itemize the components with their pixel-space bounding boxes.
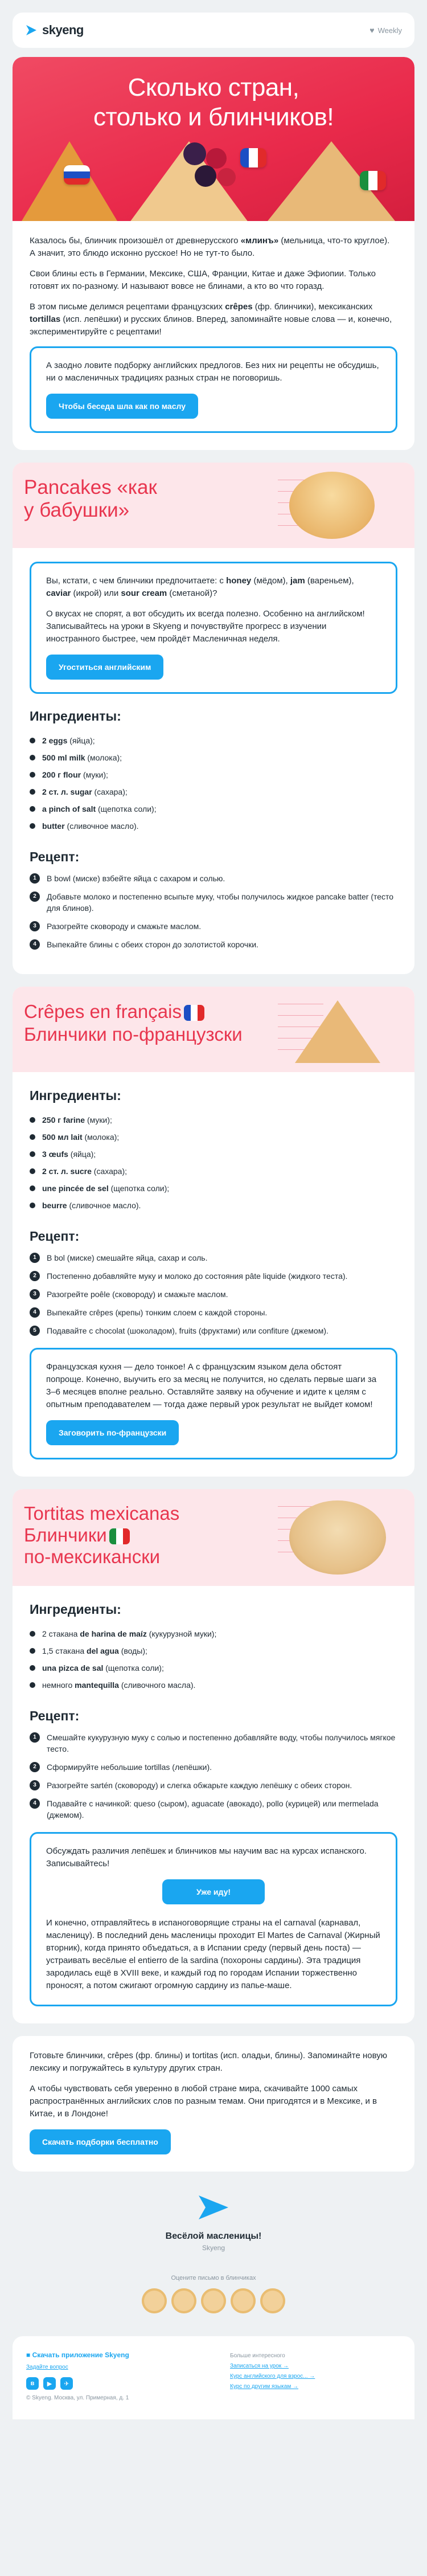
pancakes-banner bbox=[13, 463, 414, 548]
bullet-icon bbox=[30, 789, 35, 795]
list-item: 2 ст. л. sugar (сахара); bbox=[30, 783, 397, 800]
list-item: 200 г flour (муки); bbox=[30, 766, 397, 783]
bullet-icon bbox=[30, 1168, 35, 1174]
spanish-lessons-button[interactable]: Уже иду! bbox=[162, 1879, 265, 1904]
download-words-button[interactable]: Скачать подборки бесплатно bbox=[30, 2129, 171, 2154]
bullet-icon bbox=[30, 823, 35, 829]
list-item: 2 eggs (яйца); bbox=[30, 732, 397, 749]
flag-france-icon bbox=[184, 1005, 204, 1021]
bullet-icon bbox=[30, 1117, 35, 1123]
list-item: 2 Добавьте молоко и постепенно всыпьте муку, чтобы получилось жидкое pancake batter (тесто для блинов). bbox=[30, 891, 397, 914]
french-lessons-button[interactable]: Заговорить по-французски bbox=[46, 1420, 179, 1445]
bullet-icon bbox=[30, 1682, 35, 1688]
tortillas-banner bbox=[13, 1489, 414, 1586]
list-item: una pizca de sal (щепотка соли); bbox=[30, 1659, 397, 1677]
pancake-rating bbox=[13, 2288, 414, 2313]
recipe-heading: Рецепт: bbox=[30, 1229, 80, 1244]
berry-image bbox=[183, 142, 206, 165]
list-item: 1 В bowl (миске) взбейте яйца с сахаром и солью. bbox=[30, 873, 397, 884]
ingredients-heading: Ингредиенты: bbox=[30, 1088, 121, 1103]
list-item: 3 Разогрейте сковороду и смажьте маслом. bbox=[30, 921, 397, 932]
callout-text: Вы, кстати, с чем блинчики предпочитаете: с honey (мёдом), jam (вареньем), caviar (икрой) или sour cream (сметаной)? bbox=[46, 576, 354, 598]
french-callout bbox=[30, 1348, 397, 1459]
ingredients-heading: Ингредиенты: bbox=[30, 709, 121, 723]
hero-banner bbox=[13, 57, 414, 221]
tortillas-banner-title: Tortitas mexicanas Блинчики по-мексикански bbox=[24, 1503, 180, 1567]
intro-paragraph: Казалось бы, блинчик произошёл от древнерусского «млинъ» (мельница, что-то круглое). А значит, это блюдо исконно русское! Но не тут-то было. bbox=[30, 236, 390, 258]
pancakes-banner-title: Pancakes «как у бабушки» bbox=[24, 476, 157, 521]
tortillas-card bbox=[13, 1489, 414, 2023]
crepe-stack-image bbox=[295, 1000, 380, 1063]
list-item: 2 ст. л. sucre (сахара); bbox=[30, 1163, 397, 1180]
list-item: 2 стакана de harina de maíz (кукурузной муки); bbox=[30, 1625, 397, 1642]
flag-russia-icon bbox=[64, 165, 90, 185]
hero-title: Сколько стран, столько и блинчиков! bbox=[93, 73, 334, 131]
list-item: 1 В bol (миске) смешайте яйца, сахар и соль. bbox=[30, 1252, 397, 1264]
skyeng-logo-icon bbox=[196, 2194, 231, 2221]
ingredients-heading: Ингредиенты: bbox=[30, 1602, 121, 1617]
crepes-card bbox=[13, 987, 414, 1477]
prepositions-callout bbox=[30, 346, 397, 433]
footer-title: Весёлой масленицы! bbox=[165, 2231, 262, 2241]
list-item: 1 Смешайте кукурузную муку с солью и постепенно добавляйте воду, чтобы получилось мягкое тесто. bbox=[30, 1732, 397, 1755]
rating-pancake-icon[interactable] bbox=[142, 2288, 167, 2313]
tortillas-body bbox=[13, 1586, 414, 2023]
outro-body bbox=[13, 2036, 414, 2172]
bullet-icon bbox=[30, 1665, 35, 1671]
crepes-banner-title: Crêpes en français Блинчики по-французски bbox=[24, 1001, 243, 1045]
list-item: 4 Выпекайте блины с обеих сторон до золотистой корочки. bbox=[30, 939, 397, 950]
list-item: butter (сливочное масло). bbox=[30, 817, 397, 835]
rating-pancake-icon[interactable] bbox=[260, 2288, 285, 2313]
outro-paragraph: Готовьте блинчики, crêpes (фр. блины) и tortitas (исп. оладьи, блины). Запоминайте новую лексику и погружайтесь в культуру других стран. bbox=[30, 2051, 387, 2073]
flag-france-icon bbox=[240, 148, 266, 167]
intro-paragraph: В этом письме делимся рецептами французских crêpes (фр. блинчики), мексиканских tortillas (исп. лепёшки) и русских блинов. Вперед, запоминайте новые слова — и, конечно, экспериментируйте с рецептами! bbox=[30, 302, 392, 337]
list-item: 2 Сформируйте небольшие tortillas (лепёшки). bbox=[30, 1761, 397, 1773]
recipe-steps bbox=[30, 873, 397, 950]
list-item: 3 Разогрейте poêle (сковороду) и смажьте маслом. bbox=[30, 1289, 397, 1300]
header-bar bbox=[13, 13, 414, 48]
outro-paragraph: А чтобы чувствовать себя уверенно в любой стране мира, скачивайте 1000 самых распространённых английских слов по разным темам. Они пригодятся и в Мексике, и в Китае, и в Лондоне! bbox=[30, 2084, 377, 2119]
skyeng-logo-icon bbox=[25, 24, 38, 36]
recipe-heading: Рецепт: bbox=[30, 849, 80, 864]
download-app-link[interactable]: ■ Скачать приложение Skyeng bbox=[26, 2351, 129, 2359]
footer-left bbox=[26, 2351, 197, 2402]
spanish-callout bbox=[30, 1832, 397, 2006]
bullet-icon bbox=[30, 1134, 35, 1140]
list-item: 500 мл lait (молока); bbox=[30, 1128, 397, 1146]
weekly-tag bbox=[369, 26, 402, 35]
berry-image bbox=[195, 165, 216, 187]
social-links bbox=[26, 2377, 197, 2390]
list-item: немного mantequilla (сливочного масла). bbox=[30, 1677, 397, 1694]
recipe-steps bbox=[30, 1732, 397, 1821]
footer-link[interactable]: Записаться на урок → bbox=[230, 2363, 289, 2369]
footer-questions: Задайте вопрос bbox=[26, 2364, 68, 2370]
callout-text: О вкусах не спорят, а вот обсудить их всегда полезно. Особенно на английском! Записывайтесь на уроки в Skyeng и почувствуйте прогресс в изучении иностранного быстрее, чем пройдёт Масленичная неделя. bbox=[46, 609, 365, 644]
bullet-icon bbox=[30, 806, 35, 812]
bullet-icon bbox=[30, 1648, 35, 1654]
footer-link[interactable]: Курс английского для взрос... → bbox=[230, 2373, 315, 2379]
list-item: 1,5 стакана del agua (воды); bbox=[30, 1642, 397, 1659]
callout-text: Французская кухня — дело тонкое! А с французским языком дела обстоят попроще. Конечно, выучить его за месяц не получится, но сделать первые шаги за 3–6 месяцев вполне реально. Оставляйте заявку на обучение и идите к целям с опытным преподавателем — тогда даже первый урок результат не выйдет комом! bbox=[46, 1362, 377, 1409]
flag-mexico-icon bbox=[109, 1528, 130, 1544]
pancakes-body bbox=[13, 548, 414, 974]
footer-link[interactable]: Курс по другим языкам → bbox=[230, 2383, 298, 2390]
bullet-icon bbox=[30, 1203, 35, 1208]
recipe-steps bbox=[30, 1252, 397, 1336]
brand-logo[interactable] bbox=[25, 23, 84, 38]
heart-icon: ♥ bbox=[369, 26, 375, 35]
intro-paragraph: Свои блины есть в Германии, Мексике, США, Франции, Китае и даже Эфиопии. Только готовят их по-разному. И называют вовсе не блинами, а кто во что горазд. bbox=[30, 269, 376, 291]
callout-text: Обсуждать различия лепёшек и блинчиков мы научим вас на курсах испанского. Записывайтесь! bbox=[46, 1846, 367, 1868]
crepes-body bbox=[13, 1072, 414, 1477]
list-item: 500 ml milk (молока); bbox=[30, 749, 397, 766]
pancake-stack-image bbox=[289, 472, 375, 539]
prepositions-button[interactable]: Чтобы беседа шла как по маслу bbox=[46, 394, 198, 419]
callout-text: А заодно ловите подборку английских предлогов. Без них ни рецепты не обсудишь, ни о масленичных традициях разных стран не поговоришь. bbox=[46, 361, 379, 383]
bullet-icon bbox=[30, 738, 35, 743]
list-item: 250 г farine (муки); bbox=[30, 1111, 397, 1128]
weekly-label: Weekly bbox=[377, 26, 402, 35]
list-item: 3 Разогрейте sartén (сковороду) и слегка обжарьте каждую лепёшку с обеих сторон. bbox=[30, 1780, 397, 1791]
youtube-icon[interactable]: ▶ bbox=[43, 2377, 56, 2390]
list-item: beurre (сливочное масло). bbox=[30, 1197, 397, 1214]
crepes-banner bbox=[13, 987, 414, 1072]
ingredients-list bbox=[30, 1625, 397, 1694]
footer-brand bbox=[13, 2172, 414, 2252]
ingredients-list bbox=[30, 1111, 397, 1214]
footer-brand-name: Skyeng bbox=[202, 2244, 225, 2252]
list-item: 5 Подавайте с chocolat (шоколадом), fruits (фруктами) или confiture (джемом). bbox=[30, 1325, 397, 1336]
rating-pancake-icon[interactable] bbox=[171, 2288, 196, 2313]
outro-card bbox=[13, 2036, 414, 2172]
bullet-icon bbox=[30, 1631, 35, 1637]
rating-pancake-icon[interactable] bbox=[231, 2288, 256, 2313]
list-item: 3 œufs (яйца); bbox=[30, 1146, 397, 1163]
list-item: une pincée de sel (щепотка соли); bbox=[30, 1180, 397, 1197]
intro-card bbox=[13, 57, 414, 450]
tortilla-stack-image bbox=[289, 1500, 386, 1575]
list-item: 4 Подавайте с начинкой: queso (сыром), aguacate (авокадо), pollo (курицей) или mermelada (джемом). bbox=[30, 1798, 397, 1821]
callout-text: И конечно, отправляйтесь в испаноговорящие страны на el carnaval (карнавал, масленицу). В последний день масленицы проходит El Martes de Carnaval (Жирный вторник), когда принято объедаться, а в Испании среду (первый день поста) — устраивать весёлые el entierro de la sardina (похороны сардины). Эта традиция зародилась ещё в XVIII веке, и каждый год по городам Испании торжественно проносят, а потом сжигают огромную сардину из папье-маше. bbox=[46, 1918, 380, 1990]
pancakes-card bbox=[13, 463, 414, 974]
intro-body bbox=[13, 221, 414, 450]
recipe-heading: Рецепт: bbox=[30, 1708, 80, 1723]
english-lessons-button[interactable]: Угоститься английским bbox=[46, 655, 163, 680]
bullet-icon bbox=[30, 772, 35, 778]
footer-address: © Skyeng. Москва, ул. Примерная, д. 1 bbox=[26, 2395, 129, 2401]
rating-pancake-icon[interactable] bbox=[201, 2288, 226, 2313]
list-item: a pinch of salt (щепотка соли); bbox=[30, 800, 397, 817]
flag-mexico-icon bbox=[360, 171, 386, 190]
ingredients-list bbox=[30, 732, 397, 835]
vk-icon[interactable]: в bbox=[26, 2377, 39, 2390]
footer-right bbox=[230, 2351, 401, 2402]
list-item: 2 Постепенно добавляйте муку и молоко до состояния pâte liquide (жидкого теста). bbox=[30, 1270, 397, 1282]
brand-name: skyeng bbox=[42, 23, 84, 37]
more-heading: Больше интересного bbox=[230, 2353, 285, 2359]
rating-label: Оцените письмо в блинчиках bbox=[171, 2275, 256, 2281]
berry-image bbox=[217, 168, 236, 186]
bottom-footer bbox=[13, 2336, 414, 2419]
bullet-icon bbox=[30, 755, 35, 760]
pancakes-callout bbox=[30, 562, 397, 694]
telegram-icon[interactable]: ✈ bbox=[60, 2377, 73, 2390]
bullet-icon bbox=[30, 1185, 35, 1191]
bullet-icon bbox=[30, 1151, 35, 1157]
list-item: 4 Выпекайте crêpes (крепы) тонким слоем с каждой стороны. bbox=[30, 1307, 397, 1318]
